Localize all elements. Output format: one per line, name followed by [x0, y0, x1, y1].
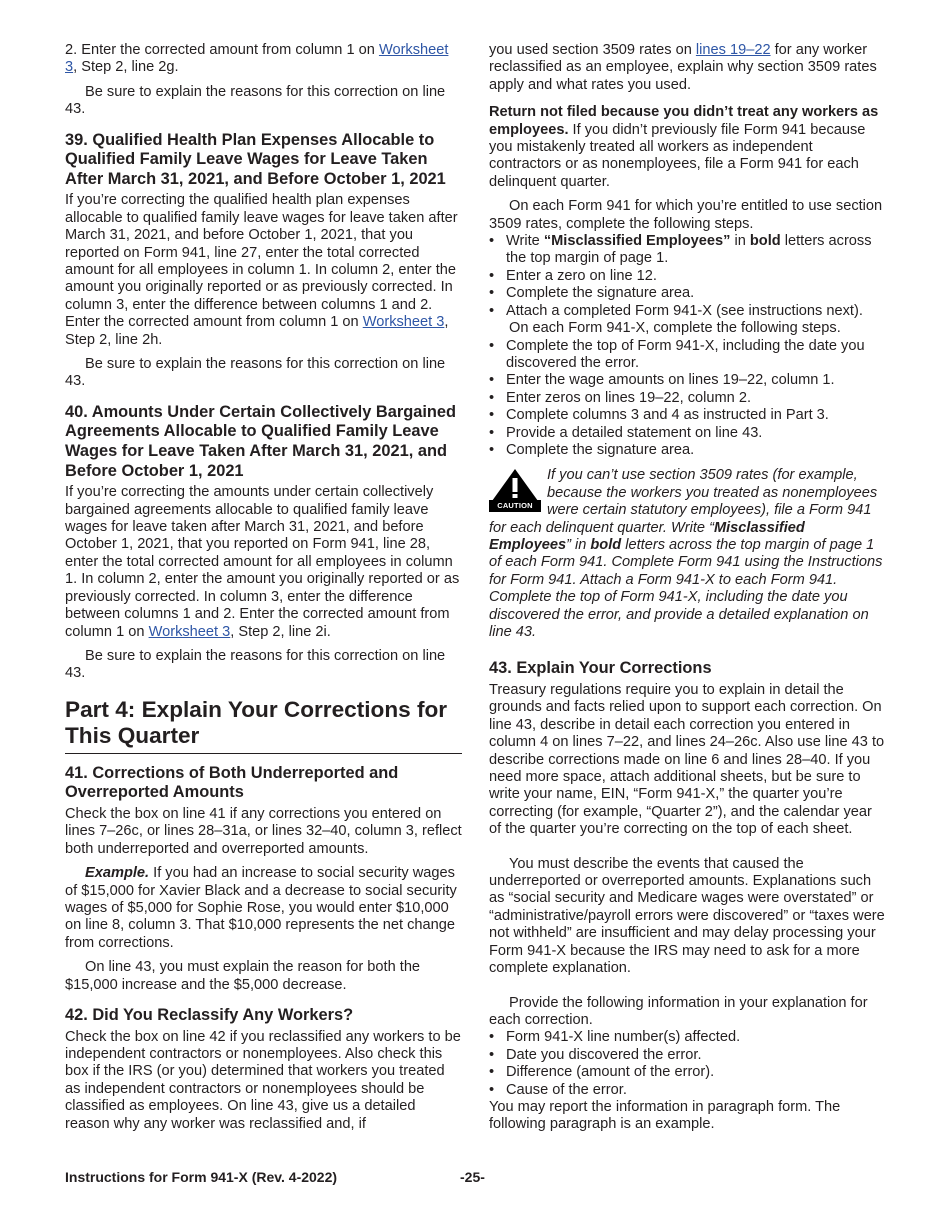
paragraph: 2. Enter the corrected amount from column 1 on Worksheet 3, Step 2, line 2g. — [65, 42, 449, 76]
heading-41: 41. Corrections of Both Underreported and Overreported Amounts — [65, 763, 399, 802]
paragraph: If you’re correcting the qualified health plan expenses allocable to qualified family leave wages for leave taken after March 31, 2021, and before October 1, 2021, that you reported on Form 941, line 27, enter the total corrected amount for all employees in column 1. In column 2, enter the amount you originally reported or as previously corrected. In column 3, enter the difference between columns 1 and 2. Enter the corrected amount from column 1 on Worksheet 3, Step 2, line 2h. — [65, 192, 458, 348]
paragraph: On each Form 941-X, complete the following steps. — [509, 320, 841, 337]
paragraph: You must describe the events that caused the underreported or overreported amounts. Explanations such as “social security and Medicare wages were overstated” or “administrative/payroll errors were discovered” or “taxes were not withheld” are insufficient and may delay processing your Form 941-X because the IRS may need to ask for a more complete explanation. — [489, 855, 885, 977]
paragraph: On each Form 941 for which you’re entitled to use section 3509 rates, complete the following steps. — [489, 198, 883, 232]
paragraph: Be sure to explain the reasons for this correction on line 43. — [65, 83, 446, 118]
list-item: • Complete the signature area. — [489, 442, 886, 459]
list-item: • Difference (amount of the error). — [489, 1064, 886, 1081]
paragraph: Be sure to explain the reasons for this correction on line 43. — [65, 647, 446, 682]
list-item: • Enter a zero on line 12. — [489, 268, 886, 285]
caution-note: CAUTION If you can’t use section 3509 rates (for example, because the workers you treated as nonemployees were certain statutory employees), file a Form 941 for each delinquent quarter. Write “Misclassified Employees” in bold letters across the top margin of page 1 of each Form 941. Complete Form 941 using the Instructions for Form 941. Attach a Form 941-X to each Form 941. Complete the top of Form 941-X, including the date you discovered the error, and provide a detailed explanation on line 43. — [489, 467, 883, 640]
list-item: • Form 941-X line number(s) affected. — [489, 1029, 886, 1046]
paragraph: If you’re correcting the amounts under certain collectively bargained agreements allocable to qualified family leave wages for leave taken after March 31, 2021, and before October 1, 2021, that you reported on Form 941, line 28, enter the total corrected amount for all employees in column 1. In column 2, enter the amount you originally reported or as previously corrected. In column 3, enter the difference between columns 1 and 2. Enter the corrected amount from column 1 on Worksheet 3, Step 2, line 2i. — [65, 484, 460, 640]
worksheet-3-link[interactable]: Worksheet 3 — [148, 623, 231, 640]
left-column — [65, 42, 462, 1140]
list-item: • Complete the signature area. — [489, 285, 886, 302]
paragraph: Check the box on line 42 if you reclassified any workers to be independent contractors or nonemployees. Also check this box if the IRS (or you) determined that workers you treated as independent contractors or nonemployees should be classified as employees. On line 43, give us a detailed reason why any worker was reclassified and, if — [65, 1028, 461, 1132]
right-column — [489, 42, 886, 1134]
caution-label: CAUTION — [489, 500, 541, 512]
footer-title: Instructions for Form 941-X (Rev. 4-2022) — [65, 1169, 338, 1185]
part-4-heading: Part 4: Explain Your Corrections for This Quarter — [65, 696, 448, 748]
list-item: • Complete columns 3 and 4 as instructed in Part 3. — [489, 407, 886, 424]
list-item: • Enter the wage amounts on lines 19–22, column 1. — [489, 372, 886, 389]
list-item: • Attach a completed Form 941-X (see instructions next). — [489, 303, 886, 320]
heading-42: 42. Did You Reclassify Any Workers? — [65, 1005, 354, 1024]
paragraph: Provide the following information in your explanation for each correction. — [489, 994, 868, 1028]
paragraph: On line 43, you must explain the reason for both the $15,000 increase and the $5,000 decrease. — [65, 959, 421, 993]
heading-43: 43. Explain Your Corrections — [489, 659, 712, 678]
list-item: • Complete the top of Form 941-X, including the date you discovered the error. — [489, 338, 886, 373]
heading-39: 39. Qualified Health Plan Expenses Allocable to Qualified Family Leave Wages for Leave Taken After March 31, 2021, and Before October 1, 2021 — [65, 130, 446, 188]
paragraph: Check the box on line 41 if any corrections you entered on lines 7–26c, or lines 28–31a, or lines 32–40, column 3, reflect both underreported and overreported amounts. — [65, 805, 462, 857]
list-item: • Date you discovered the error. — [489, 1047, 886, 1064]
paragraph: Treasury regulations require you to explain in detail the grounds and facts relied upon to support each correction. On line 43, describe in detail each correction you entered in column 4 on lines 7–22, and lines 24–26c. Also use line 43 to describe corrections made on line 6 and lines 28–40. If you need more space, attach additional sheets, but be sure to write your name, EIN, “Form 941-X,” the quarter you’re correcting (for example, “Quarter 2”), and the calendar year of the quarter you’re correcting on the top of each sheet. — [489, 682, 885, 838]
return-not-filed-paragraph: Return not filed because you didn’t treat any workers as employees. If you didn’t previously file Form 941 because you mistakenly treated all workers as independent contractors or as nonemployees, file a Form 941 for each delinquent quarter. — [489, 104, 879, 190]
paragraph: Be sure to explain the reasons for this correction on line 43. — [65, 356, 446, 390]
heading-40: 40. Amounts Under Certain Collectively Bargained Agreements Allocable to Qualified Family Leave Wages for Leave Taken After March 31, 2021, and Before October 1, 2021 — [65, 402, 457, 480]
list-item: • Cause of the error. — [489, 1082, 886, 1099]
warning-triangle-icon — [489, 468, 541, 502]
list-item: • Write “Misclassified Employees” in bold letters across the top margin of page 1. — [489, 233, 886, 268]
list-item: • Enter zeros on lines 19–22, column 2. — [489, 390, 886, 407]
paragraph: You may report the information in paragraph form. The following paragraph is an example. — [489, 1098, 841, 1133]
paragraph: you used section 3509 rates on lines 19–22 for any worker reclassified as an employee, explain why section 3509 rates apply and what rates you used. — [489, 42, 877, 93]
list-item: • Provide a detailed statement on line 43. — [489, 425, 886, 442]
example-paragraph: Example. If you had an increase to social security wages of $15,000 for Xavier Black and a decrease to social security wages of $5,000 for Sophie Rose, you would enter $10,000 on line 8, column 3. That $10,000 represents the net change from corrections. — [65, 865, 457, 951]
page-number: -25- — [460, 1169, 485, 1185]
lines-19-22-link[interactable]: lines 19–22 — [695, 42, 771, 58]
caution-icon — [489, 468, 541, 514]
worksheet-3-link[interactable]: Worksheet 3 — [362, 314, 445, 331]
section-divider — [65, 753, 462, 754]
worksheet-3-link[interactable]: Worksheet 3 — [65, 42, 449, 76]
